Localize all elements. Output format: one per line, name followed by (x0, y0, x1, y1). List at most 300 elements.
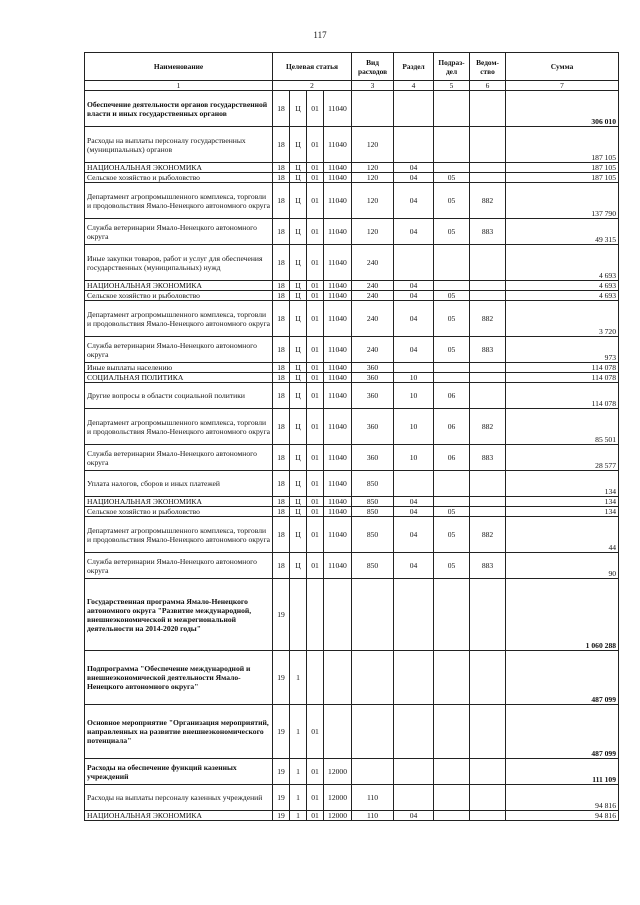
code-part: 18 (273, 517, 290, 553)
vedomstvo-cell (470, 471, 506, 497)
code-part: 01 (307, 281, 324, 291)
podrazdel-cell: 05 (434, 301, 470, 337)
vid-cell: 240 (352, 337, 394, 363)
row-name: СОЦИАЛЬНАЯ ПОЛИТИКА (85, 373, 273, 383)
row-name: Сельское хозяйство и рыболовство (85, 507, 273, 517)
razdel-cell (394, 363, 434, 373)
podrazdel-cell (434, 579, 470, 651)
code-part: 11040 (324, 337, 352, 363)
row-name: НАЦИОНАЛЬНАЯ ЭКОНОМИКА (85, 497, 273, 507)
code-part: 11040 (324, 497, 352, 507)
vedomstvo-cell (470, 785, 506, 811)
razdel-cell: 04 (394, 337, 434, 363)
vid-cell (352, 91, 394, 127)
code-part: Ц (290, 553, 307, 579)
code-part (324, 651, 352, 705)
code-part: 18 (273, 163, 290, 173)
code-part: 11040 (324, 517, 352, 553)
vid-cell: 850 (352, 517, 394, 553)
code-part: Ц (290, 281, 307, 291)
code-part: Ц (290, 173, 307, 183)
code-part: 12000 (324, 811, 352, 821)
sum-cell: 973 (506, 337, 619, 363)
col-number: 7 (506, 81, 619, 91)
code-part: Ц (290, 163, 307, 173)
code-part: 18 (273, 337, 290, 363)
vid-cell: 360 (352, 373, 394, 383)
table-row (85, 579, 619, 651)
code-part: 01 (307, 471, 324, 497)
table-row (85, 497, 619, 507)
razdel-cell (394, 785, 434, 811)
podrazdel-cell (434, 245, 470, 281)
podrazdel-cell (434, 759, 470, 785)
podrazdel-cell: 06 (434, 383, 470, 409)
razdel-cell (394, 759, 434, 785)
vedomstvo-cell: 883 (470, 219, 506, 245)
table-row (85, 301, 619, 337)
code-part: 01 (307, 553, 324, 579)
code-part: Ц (290, 337, 307, 363)
code-part: 01 (307, 811, 324, 821)
code-part: 01 (307, 291, 324, 301)
code-part: Ц (290, 471, 307, 497)
sum-cell: 187 105 (506, 173, 619, 183)
vid-cell: 850 (352, 553, 394, 579)
code-part: Ц (290, 383, 307, 409)
code-part: 18 (273, 301, 290, 337)
code-part: 19 (273, 811, 290, 821)
code-part: 01 (307, 363, 324, 373)
code-part: 01 (307, 183, 324, 219)
code-part: 11040 (324, 219, 352, 245)
vid-cell: 360 (352, 363, 394, 373)
podrazdel-cell (434, 471, 470, 497)
code-part: 19 (273, 579, 290, 651)
code-part: Ц (290, 497, 307, 507)
vedomstvo-cell: 883 (470, 553, 506, 579)
row-name: Иные закупки товаров, работ и услуг для обеспечения государственных (муниципальных) нужд (85, 245, 273, 281)
table-row (85, 517, 619, 553)
table-row (85, 553, 619, 579)
code-part: 1 (290, 759, 307, 785)
vid-cell (352, 579, 394, 651)
header-target: Целевая статья (273, 53, 352, 81)
code-part: 18 (273, 173, 290, 183)
row-name: Расходы на выплаты персоналу государственных (муниципальных) органов (85, 127, 273, 163)
vid-cell (352, 651, 394, 705)
col-number: 1 (85, 81, 273, 91)
code-part: 18 (273, 445, 290, 471)
code-part (324, 705, 352, 759)
podrazdel-cell (434, 163, 470, 173)
podrazdel-cell (434, 127, 470, 163)
col-number: 5 (434, 81, 470, 91)
code-part: 18 (273, 281, 290, 291)
code-part: Ц (290, 517, 307, 553)
code-part: 12000 (324, 785, 352, 811)
code-part: 18 (273, 471, 290, 497)
row-name: Служба ветеринарии Ямало-Ненецкого автономного округа (85, 337, 273, 363)
vedomstvo-cell (470, 245, 506, 281)
sum-cell: 134 (506, 507, 619, 517)
sum-cell: 306 010 (506, 91, 619, 127)
code-part: 11040 (324, 507, 352, 517)
row-name: НАЦИОНАЛЬНАЯ ЭКОНОМИКА (85, 281, 273, 291)
code-part: 18 (273, 245, 290, 281)
code-part: 01 (307, 91, 324, 127)
vedomstvo-cell (470, 811, 506, 821)
razdel-cell: 04 (394, 301, 434, 337)
sum-cell: 114 078 (506, 363, 619, 373)
code-part: 18 (273, 91, 290, 127)
header-summa: Сумма (506, 53, 619, 81)
page-number: 117 (313, 30, 327, 40)
razdel-cell (394, 91, 434, 127)
podrazdel-cell (434, 91, 470, 127)
code-part: 01 (307, 785, 324, 811)
table-row (85, 811, 619, 821)
code-part: Ц (290, 291, 307, 301)
code-part: 01 (307, 173, 324, 183)
vedomstvo-cell (470, 281, 506, 291)
row-name: Департамент агропромышленного комплекса, торговли и продовольствия Ямало-Ненецкого автономного округа (85, 517, 273, 553)
code-part: 01 (307, 245, 324, 281)
header-razdel: Раздел (394, 53, 434, 81)
code-part (307, 579, 324, 651)
code-part: 18 (273, 507, 290, 517)
vid-cell: 110 (352, 811, 394, 821)
table-row (85, 373, 619, 383)
podrazdel-cell: 05 (434, 553, 470, 579)
vid-cell: 120 (352, 219, 394, 245)
vid-cell (352, 705, 394, 759)
podrazdel-cell: 05 (434, 173, 470, 183)
vedomstvo-cell (470, 373, 506, 383)
code-part: 01 (307, 517, 324, 553)
row-name: Иные выплаты населению (85, 363, 273, 373)
table-row (85, 281, 619, 291)
code-part: 01 (307, 163, 324, 173)
vedomstvo-cell: 882 (470, 517, 506, 553)
row-name: Подпрограмма "Обеспечение международной и внешнеэкономической деятельности Ямало-Ненецкого автономного округа" (85, 651, 273, 705)
code-part: 11040 (324, 409, 352, 445)
sum-cell: 487 099 (506, 651, 619, 705)
code-part: 01 (307, 705, 324, 759)
code-part: 11040 (324, 445, 352, 471)
row-name: НАЦИОНАЛЬНАЯ ЭКОНОМИКА (85, 811, 273, 821)
code-part: 18 (273, 219, 290, 245)
podrazdel-cell (434, 363, 470, 373)
code-part: 01 (307, 497, 324, 507)
podrazdel-cell: 05 (434, 183, 470, 219)
table-row (85, 383, 619, 409)
sum-cell: 487 099 (506, 705, 619, 759)
podrazdel-cell (434, 497, 470, 507)
table-row (85, 785, 619, 811)
code-part: 11040 (324, 383, 352, 409)
code-part: 19 (273, 651, 290, 705)
sum-cell: 134 (506, 497, 619, 507)
code-part: 11040 (324, 471, 352, 497)
sum-cell: 134 (506, 471, 619, 497)
code-part: 01 (307, 373, 324, 383)
razdel-cell (394, 651, 434, 705)
col-number: 6 (470, 81, 506, 91)
code-part: 01 (307, 219, 324, 245)
razdel-cell: 04 (394, 517, 434, 553)
table-row (85, 163, 619, 173)
code-part: 11040 (324, 301, 352, 337)
razdel-cell: 04 (394, 553, 434, 579)
vedomstvo-cell (470, 291, 506, 301)
code-part: Ц (290, 363, 307, 373)
vedomstvo-cell: 882 (470, 409, 506, 445)
podrazdel-cell: 05 (434, 517, 470, 553)
razdel-cell: 10 (394, 383, 434, 409)
row-name: Сельское хозяйство и рыболовство (85, 291, 273, 301)
header-row (85, 53, 619, 81)
row-name: Сельское хозяйство и рыболовство (85, 173, 273, 183)
code-part: 01 (307, 127, 324, 163)
razdel-cell: 04 (394, 281, 434, 291)
razdel-cell (394, 579, 434, 651)
col-number: 3 (352, 81, 394, 91)
header-vid: Вид расходов (352, 53, 394, 81)
row-name: Департамент агропромышленного комплекса, торговли и продовольствия Ямало-Ненецкого автономного округа (85, 183, 273, 219)
table-row (85, 507, 619, 517)
vid-cell: 120 (352, 183, 394, 219)
code-part: 18 (273, 553, 290, 579)
vedomstvo-cell (470, 507, 506, 517)
vid-cell: 120 (352, 127, 394, 163)
table-row (85, 471, 619, 497)
sum-cell: 137 790 (506, 183, 619, 219)
code-part: 11040 (324, 173, 352, 183)
code-part: 1 (290, 705, 307, 759)
row-name: Обеспечение деятельности органов государственной власти и иных государственных органов (85, 91, 273, 127)
podrazdel-cell: 05 (434, 219, 470, 245)
vid-cell: 240 (352, 291, 394, 301)
code-part: 11040 (324, 91, 352, 127)
column-number-row (85, 81, 619, 91)
sum-cell: 4 693 (506, 291, 619, 301)
vedomstvo-cell (470, 383, 506, 409)
sum-cell: 1 060 288 (506, 579, 619, 651)
row-name: Служба ветеринарии Ямало-Ненецкого автономного округа (85, 553, 273, 579)
row-name: НАЦИОНАЛЬНАЯ ЭКОНОМИКА (85, 163, 273, 173)
vid-cell: 240 (352, 301, 394, 337)
row-name: Расходы на обеспечение функций казенных учреждений (85, 759, 273, 785)
podrazdel-cell (434, 705, 470, 759)
vid-cell: 110 (352, 785, 394, 811)
vedomstvo-cell (470, 173, 506, 183)
code-part (290, 579, 307, 651)
vedomstvo-cell (470, 127, 506, 163)
razdel-cell: 04 (394, 163, 434, 173)
code-part: 12000 (324, 759, 352, 785)
code-part: 11040 (324, 163, 352, 173)
code-part: 11040 (324, 245, 352, 281)
sum-cell: 94 816 (506, 785, 619, 811)
razdel-cell: 10 (394, 373, 434, 383)
budget-table (84, 52, 619, 821)
sum-cell: 111 109 (506, 759, 619, 785)
sum-cell: 44 (506, 517, 619, 553)
code-part: 18 (273, 373, 290, 383)
podrazdel-cell: 06 (434, 409, 470, 445)
podrazdel-cell: 05 (434, 507, 470, 517)
podrazdel-cell (434, 281, 470, 291)
row-name: Служба ветеринарии Ямало-Ненецкого автономного округа (85, 445, 273, 471)
razdel-cell: 04 (394, 173, 434, 183)
row-name: Департамент агропромышленного комплекса, торговли и продовольствия Ямало-Ненецкого автономного округа (85, 301, 273, 337)
table-row (85, 445, 619, 471)
vedomstvo-cell: 882 (470, 301, 506, 337)
code-part: 11040 (324, 363, 352, 373)
code-part: 19 (273, 759, 290, 785)
table-row (85, 651, 619, 705)
razdel-cell: 04 (394, 219, 434, 245)
podrazdel-cell (434, 651, 470, 705)
razdel-cell: 04 (394, 811, 434, 821)
code-part: 01 (307, 337, 324, 363)
razdel-cell (394, 245, 434, 281)
code-part: Ц (290, 183, 307, 219)
table-row (85, 291, 619, 301)
code-part: 11040 (324, 183, 352, 219)
code-part: Ц (290, 91, 307, 127)
table-row (85, 705, 619, 759)
col-number: 2 (273, 81, 352, 91)
code-part: Ц (290, 445, 307, 471)
vid-cell: 360 (352, 445, 394, 471)
code-part: 18 (273, 183, 290, 219)
header-vedomstvo: Ведом- ство (470, 53, 506, 81)
code-part: 18 (273, 363, 290, 373)
table-row (85, 173, 619, 183)
code-part: 11040 (324, 127, 352, 163)
row-name: Другие вопросы в области социальной политики (85, 383, 273, 409)
code-part: 1 (290, 785, 307, 811)
vid-cell: 120 (352, 163, 394, 173)
podrazdel-cell (434, 785, 470, 811)
sum-cell: 90 (506, 553, 619, 579)
vedomstvo-cell: 882 (470, 183, 506, 219)
header-name: Наименование (85, 53, 273, 81)
vedomstvo-cell (470, 579, 506, 651)
code-part: Ц (290, 373, 307, 383)
code-part: Ц (290, 507, 307, 517)
vid-cell (352, 759, 394, 785)
sum-cell: 28 577 (506, 445, 619, 471)
code-part: Ц (290, 127, 307, 163)
code-part: 11040 (324, 281, 352, 291)
col-number: 4 (394, 81, 434, 91)
razdel-cell: 10 (394, 445, 434, 471)
code-part: 01 (307, 301, 324, 337)
code-part (307, 651, 324, 705)
table-row (85, 127, 619, 163)
row-name: Основное мероприятие "Организация мероприятий, направленных на развитие внешнеэкономического потенциала" (85, 705, 273, 759)
code-part: 18 (273, 291, 290, 301)
code-part: 1 (290, 651, 307, 705)
razdel-cell: 10 (394, 409, 434, 445)
row-name: Уплата налогов, сборов и иных платежей (85, 471, 273, 497)
vid-cell: 240 (352, 245, 394, 281)
podrazdel-cell: 05 (434, 337, 470, 363)
table-body (85, 91, 619, 821)
vedomstvo-cell (470, 163, 506, 173)
vedomstvo-cell (470, 759, 506, 785)
razdel-cell: 04 (394, 291, 434, 301)
podrazdel-cell (434, 373, 470, 383)
code-part: 19 (273, 705, 290, 759)
vid-cell: 850 (352, 497, 394, 507)
podrazdel-cell: 06 (434, 445, 470, 471)
code-part: 01 (307, 759, 324, 785)
code-part: 01 (307, 409, 324, 445)
vedomstvo-cell (470, 651, 506, 705)
code-part: Ц (290, 219, 307, 245)
table-row (85, 183, 619, 219)
code-part: 1 (290, 811, 307, 821)
razdel-cell: 04 (394, 497, 434, 507)
sum-cell: 94 816 (506, 811, 619, 821)
sum-cell: 3 720 (506, 301, 619, 337)
header-podrazdel: Подраз- дел (434, 53, 470, 81)
row-name: Департамент агропромышленного комплекса, торговли и продовольствия Ямало-Ненецкого автономного округа (85, 409, 273, 445)
code-part: Ц (290, 301, 307, 337)
row-name: Государственная программа Ямало-Ненецкого автономного округа "Развитие международной, внешнеэкономической и межрегиональной деятельности на 2014-2020 годы" (85, 579, 273, 651)
razdel-cell (394, 705, 434, 759)
row-name: Расходы на выплаты персоналу казенных учреждений (85, 785, 273, 811)
code-part: 01 (307, 445, 324, 471)
code-part: 01 (307, 383, 324, 409)
vedomstvo-cell (470, 363, 506, 373)
table-row (85, 337, 619, 363)
code-part: 18 (273, 127, 290, 163)
vid-cell: 240 (352, 281, 394, 291)
vid-cell: 850 (352, 471, 394, 497)
sum-cell: 114 078 (506, 383, 619, 409)
sum-cell: 187 105 (506, 163, 619, 173)
vedomstvo-cell: 883 (470, 445, 506, 471)
table-row (85, 363, 619, 373)
code-part: 19 (273, 785, 290, 811)
sum-cell: 49 315 (506, 219, 619, 245)
podrazdel-cell (434, 811, 470, 821)
code-part: Ц (290, 409, 307, 445)
table-row (85, 91, 619, 127)
sum-cell: 4 693 (506, 281, 619, 291)
code-part: 18 (273, 383, 290, 409)
code-part: 11040 (324, 291, 352, 301)
code-part (324, 579, 352, 651)
vedomstvo-cell (470, 497, 506, 507)
vedomstvo-cell (470, 705, 506, 759)
code-part: 11040 (324, 373, 352, 383)
vid-cell: 850 (352, 507, 394, 517)
sum-cell: 187 105 (506, 127, 619, 163)
vid-cell: 120 (352, 173, 394, 183)
code-part: 18 (273, 409, 290, 445)
vedomstvo-cell: 883 (470, 337, 506, 363)
sum-cell: 4 693 (506, 245, 619, 281)
sum-cell: 85 501 (506, 409, 619, 445)
code-part: Ц (290, 245, 307, 281)
razdel-cell: 04 (394, 183, 434, 219)
